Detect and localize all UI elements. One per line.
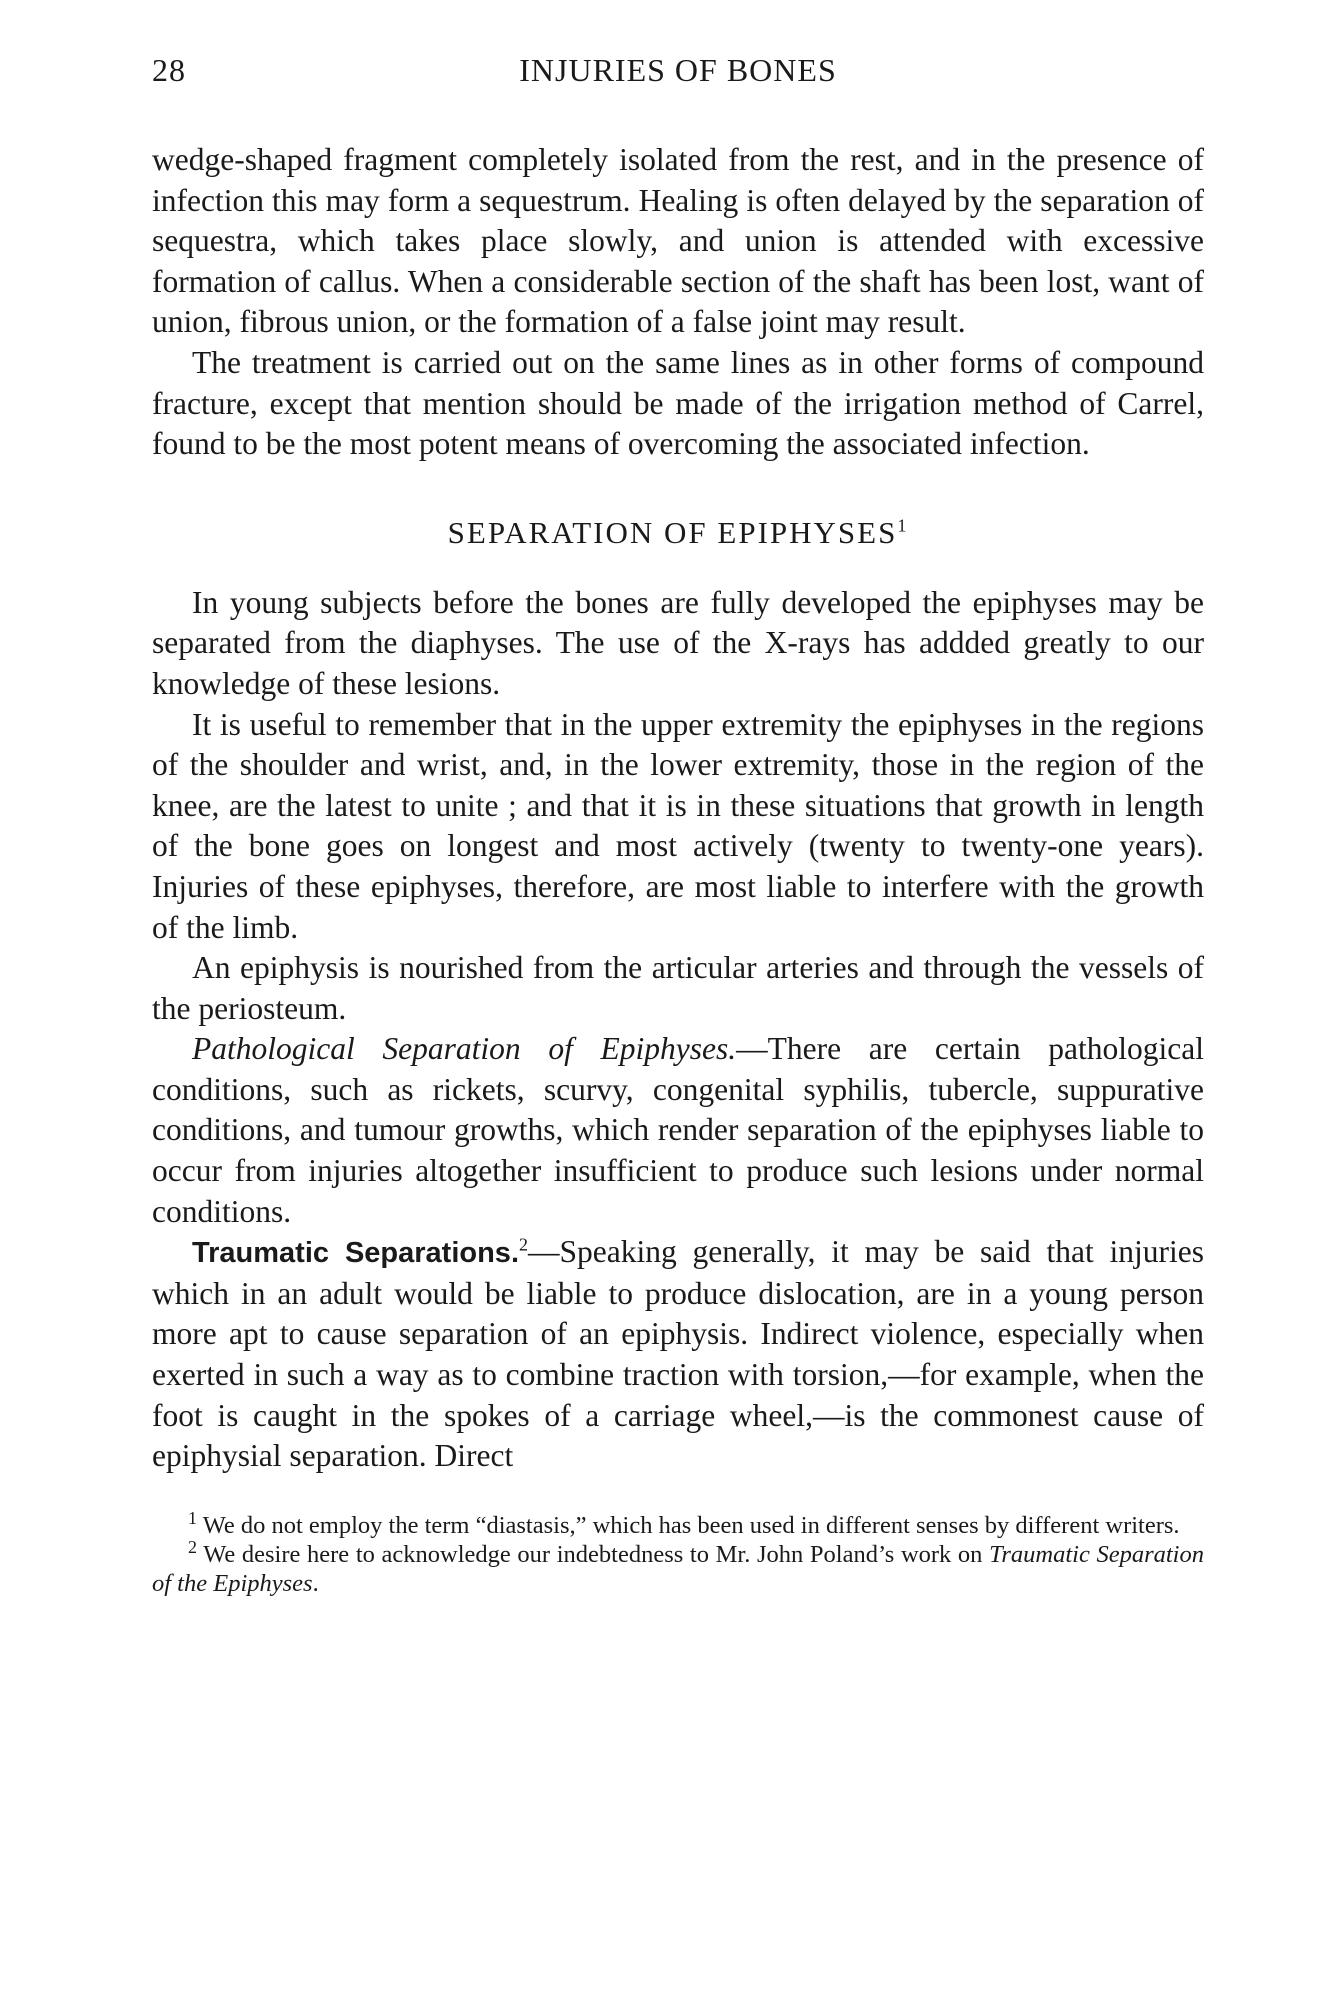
paragraph-young-subjects: In young subjects before the bones are fully developed the epiphyses may be separated from the diaphyses. The use of the X-rays has addded greatly to our knowledge of these lesions. — [152, 584, 1204, 701]
footnote-2 — [152, 1536, 1204, 1598]
main-text — [152, 140, 1204, 1477]
section-heading-text: SEPARATION OF EPIPHYSES — [447, 514, 898, 550]
footnote-ref-1: 1 — [897, 515, 909, 536]
running-title: INJURIES OF BONES — [519, 52, 837, 88]
footnote-1-mark: 1 — [188, 1507, 197, 1528]
paragraph-traumatic — [152, 1232, 1204, 1477]
running-head — [152, 52, 1204, 92]
paragraph-nourishment: An epiphysis is nourished from the articular arteries and through the vessels of the periosteum. — [152, 950, 1204, 1026]
paragraph-latest-to-unite: It is useful to remember that in the upper extremity the epiphyses in the regions of the shoulder and wrist, and, in the lower extremity, those in the region of the knee, are the latest to unite ; and that it is in these situations that growth in length of the bone goes on longest and most actively (twenty to twenty-one years). Injuries of these epiphyses, therefore, are most liable to interfere with the growth of the limb. — [152, 706, 1204, 945]
paragraph-continued: wedge-shaped fragment completely isolated from the rest, and in the presence of infection this may form a sequestrum. Healing is often delayed by the separation of sequestra, which takes place slowly, and union is attended with excessive formation of callus. When a considerable section of the shaft has been lost, want of union, fibrous union, or the formation of a false joint may result. — [152, 142, 1204, 340]
footnote-1-text: We do not employ the term “diastasis,” which has been used in different senses by different writers. — [202, 1511, 1180, 1539]
footnote-2-text: We desire here to acknowledge our indebtedness to Mr. John Poland’s work on — [203, 1540, 990, 1568]
paragraph-pathological-text: —There are certain pathological conditions, such as rickets, scurvy, congenital syphilis, tubercle, suppurative conditions, and tumour growths, which render separation of the epiphyses liable to occur from injuries altogether insufficient to produce such lesions under normal conditions. — [152, 1031, 1204, 1229]
book-page — [152, 52, 1204, 1598]
run-in-heading-pathological: Pathological Separation of Epiphyses. — [192, 1031, 737, 1067]
page-number: 28 — [152, 52, 186, 88]
paragraph-traumatic-text: —Speaking generally, it may be said that injuries which in an adult would be liable to produce dislocation, are in a young person more apt to cause separation of an epiphysis. Indirect violence, especially when exerted in such a way as to combine traction with torsion,—for example, when the foot is caught in the spokes of a carriage wheel,—is the commonest cause of epiphysial separation. Direct — [152, 1234, 1204, 1474]
footnotes — [152, 1507, 1204, 1598]
section-heading — [152, 513, 1204, 553]
run-in-heading-traumatic: Traumatic Separations. — [192, 1237, 519, 1270]
paragraph-treatment: The treatment is carried out on the same lines as in other forms of compound fracture, except that mention should be made of the irrigation method of Carrel, found to be the most potent means of overcoming the associated infection. — [152, 344, 1204, 462]
footnote-2-work-title: Traumatic Separation of the Epiphyses — [152, 1540, 1204, 1597]
paragraph-pathological — [152, 1029, 1204, 1232]
footnote-2-end: . — [312, 1569, 319, 1597]
footnote-2-mark: 2 — [188, 1536, 197, 1557]
footnote-ref-2: 2 — [519, 1234, 528, 1255]
footnote-1 — [152, 1507, 1204, 1540]
